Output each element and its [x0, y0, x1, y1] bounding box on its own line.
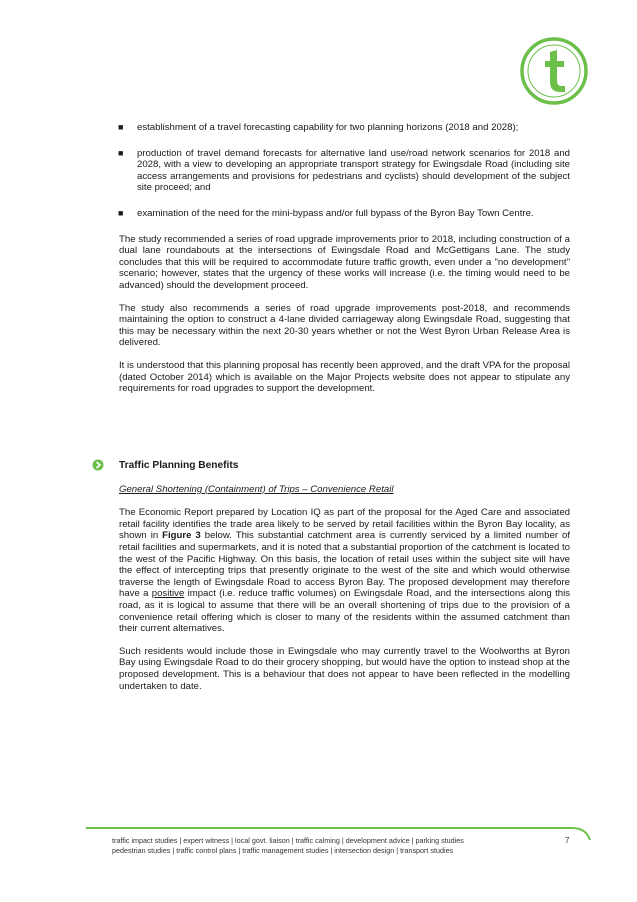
paragraph-residents: Such residents would include those in Ewingsdale who may currently travel to the Woolworths at Byron Bay using Ewingsdale Road to do their grocery shopping, but would have the option to instead shop at the proposed development. This is a behaviour that does not appear to have been reflected in the modelling undertaken to date.: [119, 645, 570, 692]
paragraph-road-upgrades: The study recommended a series of road upgrade improvements prior to 2018, including construction of a dual lane roundabouts at the intersections of Ewingsdale Road and McGettigans Lane. The study concludes that this will be required to accommodate future traffic growth, even under a "no development" scenario; however, states that the urgency of these works will increase (i.e. the timing would need to be advanced) should the development proceed.: [119, 233, 570, 291]
brand-t-logo-icon: [519, 36, 589, 106]
figure-reference: Figure 3: [162, 530, 201, 542]
arrow-right-circle-icon: [92, 459, 104, 471]
text-run: below. This substantial catchment area is currently serviced by a limited number of retail facilities and supermarkets, and it is noted that a substantial proportion of the catchment is located to the west of the Pacific Highway. On this basis, the location of retail uses within the subject site will have the effect of intercepting trips that presently originate to the west of the site and which would otherwise traverse the length of Ewingsdale Road to access Byron Bay. The proposed development may therefore have a: [119, 530, 570, 600]
section-heading: [119, 460, 570, 472]
text-run: The Economic Report prepared by Location IQ as part of the proposal for the Aged Care and associated retail facility identifies the trade area likely to be served by retail facilities within the Byron Bay locality, as shown in: [119, 507, 570, 542]
footer-line-2: pedestrian studies | traffic control plans | traffic management studies | intersection design | transport studies: [112, 846, 454, 855]
body-content: [119, 122, 570, 406]
underlined-word: positive: [151, 588, 185, 600]
bullet-text: establishment of a travel forecasting capability for two planning horizons (2018 and 2028);: [137, 122, 519, 133]
page-number: 7: [565, 836, 570, 845]
footer-line-1: traffic impact studies | expert witness | local govt. liaison | traffic calming | development advice | parking studies: [112, 836, 464, 845]
section-subheading: General Shortening (Containment) of Trips – Convenience Retail: [119, 483, 394, 495]
bullet-item: [119, 148, 570, 194]
section-heading-text: Traffic Planning Benefits: [119, 460, 239, 471]
traffic-planning-section: [119, 460, 570, 703]
text-run: impact (i.e. reduce traffic volumes) on Ewingsdale Road, and the intersections along this road, as it is logical to assume that there will be an overall shortening of trips due to the provision of a convenience retail offering which is closer to many of the residents within the assumed catchment than their current alternatives.: [119, 588, 570, 635]
paragraph-planning-proposal: It is understood that this planning proposal has recently been approved, and the draft VPA for the proposal (dated October 2014) which is available on the Major Projects website does not appear to stipulate any requirements for road upgrades to support the development.: [119, 359, 570, 395]
bullet-text: production of travel demand forecasts for alternative land use/road network scenarios for 2018 and 2028, with a view to developing an appropriate transport strategy for Ewingsdale Road (including site access arrangements and provisions for pedestrians and cyclists) should development of the subject site proceed; and: [137, 147, 570, 194]
bullet-text: examination of the need for the mini-bypass and/or full bypass of the Byron Bay Town Centre.: [137, 207, 534, 219]
bullet-item: [119, 122, 570, 134]
paragraph-post-2018: The study also recommends a series of road upgrade improvements post-2018, and recommends maintaining the option to construct a 4-lane divided carriageway along Ewingsdale Road, suggesting that this may be necessary within the next 20-30 years whether or not the West Byron Urban Release Area is delivered.: [119, 302, 570, 349]
bullet-icon: ■: [118, 122, 124, 132]
bullet-icon: ■: [118, 147, 124, 158]
bullet-item: [119, 208, 570, 220]
bullet-list: [119, 122, 570, 220]
bullet-icon: ■: [118, 207, 124, 218]
paragraph-economic-report: [119, 507, 570, 635]
footer-services: [112, 836, 552, 856]
